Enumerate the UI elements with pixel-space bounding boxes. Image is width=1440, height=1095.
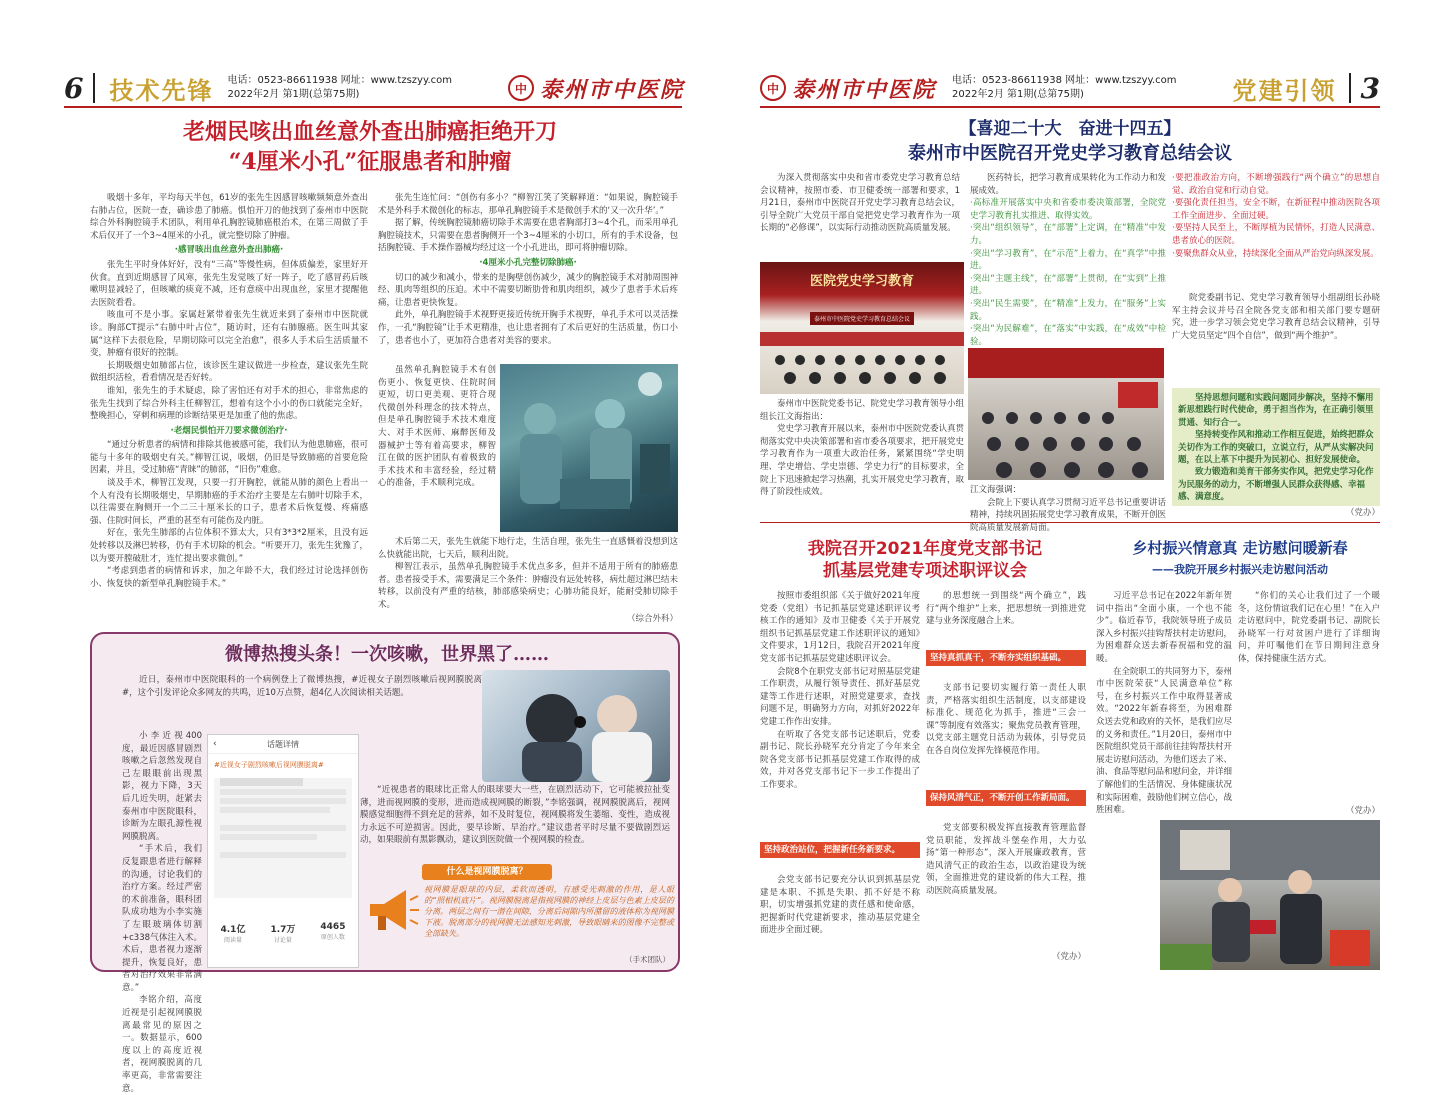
paragraph: 会党支部书记要充分认识到抓基层党建是本职、不抓是失职、抓不好是不称职，切实增强抓党建的责任感和使命感，把握新时代党建新要求，推动基层党建全面进步全面过硬。 [760, 875, 920, 936]
paragraph: “手术后，我们反复跟患者进行解释的沟通，讨论我们的治疗方案。经过严密的术前准备，眼科团队成功地为小李实施了左眼玻璃体切割+c338气体注入术。术后，患者视力逐渐提升，恢复良好，患者对治疗效果非常满意。” [122, 844, 202, 993]
page-number: 3 [1360, 71, 1380, 105]
paragraph: 据了解，传统胸腔镜肺癌切除手术需要在患者胸部打3~4个孔，而采用单孔胸腔镜技术，只需要在患者胸侧开一个3~4厘米的小切口，所有的手术设备，包括胸腔镜、手术操作器械均经过这一个小孔进出，即可将肿瘤切除。 [378, 218, 678, 254]
article2-title-2: 抓基层党建专项述职评议会 [823, 561, 1027, 581]
paragraph: 术后第二天，张先生就能下地行走，生活自理，张先生一直感慨着没想到这么快就能出院，七天后，顺利出院。 [378, 537, 678, 560]
bullet-item: ·突出“组织领导”，在“部署”上定调，在“精准”中发力。 [970, 223, 1166, 246]
conference-hall-photo [968, 348, 1164, 480]
byline: （党办） [1345, 508, 1380, 518]
hospital-name: 泰州市中医院 [792, 76, 937, 103]
weibo-feature-box [90, 632, 680, 1094]
paragraph: “通过分析患者的病情和排除其他被感可能，我们认为他患肺癌，很可能与十多年的吸烟史有关。”柳智江说，吸烟，仍旧是导致肺癌的首要危险因素，并且，受过肺癌“青睐”的肺部，“旧伤”难愈。 [90, 440, 368, 476]
main-title: 泰州市中医院召开党史学习教育总结会议 [908, 143, 1232, 164]
paragraph: 党史学习教育开展以来，泰州市中医院党委认真贯彻落实党中央决策部署和省市委各项要求，把开展党史学习教育作为一项重大政治任务，紧紧围绕“学史明理、学史增信、学史崇德、学史力行”的目标要求，全院上下迅速掀起学习热潮，扎实开展党史学习教育，取得了阶段性成效。 [760, 424, 965, 498]
paragraph: 泰州市中医院党委书记、院党史学习教育领导小组组长江文海指出： [760, 399, 965, 422]
article3-subtitle: ——我院开展乡村振兴走访慰问活动 [1152, 563, 1328, 576]
subheading: ·感冒咳出血丝意外查出肺癌· [174, 245, 284, 256]
hospital-logo-icon: 中 [508, 75, 534, 101]
left-page-header [64, 70, 684, 106]
article2-col2c [926, 822, 1086, 950]
article2-col1 [760, 590, 920, 840]
pull-quote-box [1172, 388, 1380, 506]
article2-box-heading-3: 保持风清气正，不断开创工作新局面。 [926, 790, 1086, 806]
party-article-col2b [970, 484, 1166, 533]
bullet-item: ·要聚焦群众从业，持续深化全面从严治党向纵深发展。 [1172, 248, 1379, 259]
header-divider [93, 73, 95, 103]
paragraph: 小李近视400度，最近因感冒剧烈咳嗽之后忽然发现自己左眼眼前出现黑影，视力下降，3天后几近失明，赶紧去泰州市中医院眼科，诊断为左眼孔源性视网膜脱离。 [122, 731, 202, 842]
phone-topic-header [208, 735, 358, 754]
paragraph: 会院8个在职党支部书记对照基层党建工作职责，从履行领导责任、抓好基层党建等工作进行述职，对照党建要求，查找问题不足，明确努力方向，对抓好2022年党建工作作出安排。 [760, 666, 920, 727]
left-page [0, 0, 720, 1094]
paragraph: 此外，单孔胸腔镜手术视野更接近传统开胸手术视野，单孔手术可以灵活操作，一孔“胸腔镜”让手术更精准，也让患者拥有了术后更好的生活质量，伤口小了，患者也小了，更加符合患者对美容的要求。 [378, 310, 678, 346]
weibo-column-1 [122, 730, 202, 1094]
article3-col1b [1096, 820, 1156, 970]
party-article-col2 [970, 172, 1166, 347]
stat-talk: 1.7万 讨论量 [270, 925, 296, 944]
section-title: 党建引领 [1232, 75, 1337, 105]
page-number: 6 [64, 71, 84, 105]
right-page [720, 0, 1440, 1040]
weibo-byline: （手术团队） [625, 955, 670, 964]
hospital-logo-icon: 中 [760, 75, 786, 101]
bullet-item: ·要把准政治方向，不断增强践行“两个确立”的思想自觉、政治自觉和行动自觉。 [1172, 173, 1380, 196]
slide-title: 泰州市中医院党史学习教育总结会议 [810, 312, 914, 325]
bullet-item: ·突出“主题主线”，在“部署”上贯彻，在“实到”上推进。 [970, 273, 1166, 297]
conference-stage-photo [760, 262, 964, 394]
header-issue: 2022年2月 第1期(总第75期) [952, 89, 1084, 100]
article-headline-1: 老烟民咳出血丝意外查出肺癌拒绝开刀 [182, 119, 557, 145]
article3-title: 乡村振兴情意真 走访慰问暖新春 [1132, 539, 1348, 557]
paragraph: 咳血可不是小事。家属赶紧带着张先生就近来到了泰州市中医院就诊。胸部CT提示“右肺中叶占位”，随访时，还有右肺腺癌。医生叫其家属“这样下去很危险，早期切除可以完全治愈”，很多人手术后生活质量不变，肿瘤有很好的控制。 [90, 310, 368, 359]
paragraph: 张先生连忙问：“创伤有多小？”柳智江笑了笑解释道：“如果说，胸腔镜手术是外科手术微创化的标志，那单孔胸腔镜手术是微创手术的‘又一次升华’。” [378, 193, 678, 216]
header-rule [760, 106, 1380, 108]
pull-quote: 坚持思想问题和实践问题同步解决，坚持不懈用新思想践行时代使命，勇于担当作为，在正确引领里贯通、知行合一。 [1178, 393, 1374, 428]
bullet-item: ·高标准开展落实中央和省委市委决策部署，全院党史学习教育扎实推进、取得实效。 [970, 198, 1166, 221]
bullet-item: ·要强化责任担当，安全不断，在新征程中推动医院各项工作全面进步、全面过硬。 [1172, 198, 1380, 221]
header-meta [952, 74, 1177, 102]
hospital-masthead [508, 73, 684, 104]
phone-post-preview [214, 778, 352, 898]
paragraph: 张先生平时身体好好，没有“三高”等慢性病，但体质偏差，家里好开伙食。直到近期感冒了风寒，张先生发觉咳了好一阵子，吃了感冒药后咳嗽明显减轻了，但咳嗽的痰竟不减，还有意痰中出现血丝，家里才提醒他去医院看看。 [90, 259, 368, 308]
article-column-2b [378, 364, 496, 532]
paragraph: 在听取了各党支部书记述职后，党委副书记、院长孙晓军充分肯定了今年来全院各党支部书记抓基层党建工作取得的成效，并对各党支部书记下一步工作提出了工作要求。 [760, 729, 920, 790]
header-contact: 电话：0523-86611938 网址：www.tzszyy.com [227, 75, 452, 86]
paragraph: 会院上下要认真学习贯彻习近平总书记重要讲话精神，持续巩固拓展党史学习教育成果，不断开创医院高质量发展新局面。 [970, 497, 1166, 533]
section-title: 技术先锋 [109, 75, 214, 105]
article2-box-heading-1: 坚持政治站位，把握新任务新要求。 [760, 842, 920, 858]
paragraph: 支部书记要切实履行第一责任人职责，严格落实组织生活制度，以支部建设标准化、规范化为抓手，推进“三会一课”等制度有效落实；聚焦党员教育管理，以党支部主题党日活动为载体，引导党员在各自岗位发挥先锋模范作用。 [926, 683, 1086, 756]
article2-title-1: 我院召开2021年度党支部书记 [807, 539, 1043, 559]
phone-hashtag[interactable]: #近视女子剧烈咳嗽后视网膜脱离# [214, 761, 324, 769]
paragraph: 切口的减少和减小，带来的是胸壁创伤减少，减少的胸腔镜手术对肺周围神经、肌肉等组织的压迫。术中不需要切断肋骨和肌肉组织，减少了患者手术后疼痛，让患者更快恢复。 [378, 272, 678, 308]
paragraph: 谈及手术，柳智江发现，只要一打开胸腔，就能从肺的颜色上看出一个人有没有长期吸烟史，早期肺癌的手术治疗主要是左右肺叶切除手术，以往需要在胸侧开一个二三十厘米长的口子，患者术后恢复慢、疼痛感强、住院时间长，严重的甚至有可能伤及内脏。 [90, 478, 368, 526]
paragraph: 长期吸烟史如肺部占位，该诊医生建议做进一步检查，建议张先生院做组织活检，看看情况是否好转。 [90, 360, 368, 384]
paragraph: 李铭介绍，高度近视是引起视网膜脱离最常见的原因之一。数据显示，600度以上的高度近视者，视网膜脱离的几率更高，非常需要注意。 [122, 995, 202, 1094]
paragraph: 的思想统一到围绕“两个确立”，践行“两个维护”上来，把思想统一到推进党建与业务深度融合上来。 [926, 591, 1086, 627]
article2-col2b [926, 682, 1086, 788]
subheading: ·老烟民惧怕开刀要求微创治疗· [170, 425, 288, 436]
weibo-title: 微博热搜头条！一次咳嗽，世界黑了…… [225, 644, 549, 665]
back-arrow-icon[interactable]: ‹ [213, 739, 217, 749]
weibo-column-3 [360, 784, 670, 862]
article-column-1 [90, 192, 368, 632]
visit-photo-illustration [1160, 820, 1380, 970]
what-is-heading: 什么是视网膜脱离？ [422, 864, 552, 880]
stat-original: 4465 原创人数 [320, 922, 346, 941]
header-contact: 电话：0523-86611938 网址：www.tzszyy.com [952, 75, 1177, 86]
section-divider [760, 522, 1380, 523]
conference-hall-illustration [968, 348, 1164, 480]
right-page-header [760, 70, 1380, 106]
article2-box-heading-2: 坚持真抓真干，不断夯实组织基础。 [926, 650, 1086, 666]
main-kicker: 【喜迎二十大 奋进十四五】 [959, 119, 1181, 139]
megaphone-icon [364, 886, 420, 934]
paragraph: 按照市委组织部《关于做好2021年度党委（党组）书记抓基层党建述职评议考核工作的通知》及市卫健委《关于开展党组织书记抓基层党建工作述职评议的通知》文件要求，1月12日，我院召开2021年度党支部书记抓基层党建述职评议会。 [760, 591, 920, 664]
header-issue: 2022年2月 第1期(总第75期) [227, 89, 360, 100]
party-article-intro [760, 172, 960, 260]
paragraph: 党支部要积极发挥直接教育管理监督党员职能，发挥战斗堡垒作用，大力弘扬“第一种形态”，深入开展廉政教育，营造风清气正的政治生态，以政治建设为统领，全面推进党的建设新的伟大工程，推动医院高质量发展。 [926, 823, 1086, 896]
party-article-col3 [1172, 172, 1380, 292]
header-rule [64, 106, 682, 108]
weibo-phone-screenshot [207, 734, 359, 968]
bullet-list-red [1172, 172, 1380, 260]
article-headline-2: “4厘米小孔”征服患者和肿瘤 [228, 149, 512, 175]
paragraph: 谁知，张先生的手术疑虑，除了害怕还有对手术的担心，非常焦虑的张先生找到了综合外科主任柳智江，想着有这个小小的伤口就能完全好，整晚担心，穿刺和病理的诊断结果更是加重了他的焦虑。 [90, 385, 368, 422]
pull-quote: 致力锻造和美育干部务实作风，把党史学习化作为民服务的动力，不断增强人民群众获得感、幸福感、满意度。 [1178, 467, 1374, 503]
bullet-list [970, 197, 1166, 348]
eye-exam-illustration [482, 670, 670, 782]
article3-col2 [1238, 590, 1380, 818]
article-column-2 [378, 192, 678, 362]
article2-col2 [926, 590, 1086, 646]
header-divider [1349, 73, 1351, 103]
paragraph: 为深入贯彻落实中央和省市委党史学习教育总结会议精神，按照市委、市卫健委统一部署和要求，1月21日，泰州市中医院召开党史学习教育总结会议，引导全院广大党员干部自觉把党史学习教育作为一项长期的“必修课”，以实际行动推动医院高质量发展。 [760, 173, 960, 234]
hospital-name: 泰州市中医院 [539, 76, 684, 103]
subheading: ·4厘米小孔完整切除肺癌· [479, 257, 577, 268]
bullet-item: ·突出“为民解难”，在“落实”中实践，在“成效”中检验。 [970, 324, 1166, 347]
paragraph: “考虑到患者的病情和诉求，加之年龄不大，我们经过讨论选择创伤小、恢复快的新型单孔胸腔镜手术。” [90, 566, 368, 589]
header-meta [227, 74, 452, 102]
weibo-column-2 [360, 674, 480, 794]
paragraph: 柳智江表示，虽然单孔胸腔镜手术优点多多，但并不适用于所有的肺癌患者。患者接受手术，需要满足三个条件：肿瘤没有远处转移，病灶超过淋巴结未转移，以前没有严重的结核，肺部感染病史；心肺功能良好，能耐受肺切除手术。 [378, 562, 678, 610]
stat-read: 4.1亿 阅读量 [220, 925, 246, 944]
paragraph: 医药特长，把学习教育成果转化为工作动力和发展成效。 [970, 173, 1166, 196]
eye-exam-photo [482, 670, 670, 782]
paragraph: 院党委副书记、党史学习教育领导小组副组长孙晓军主持会议并号召全院各党支部和相关部门要专题研究，进一步学习领会党史学习教育总结会议精神，引导广大党员坚定“四个自信”，做到“两个维护”。 [1172, 293, 1380, 341]
byline: （综合外科） [626, 614, 678, 624]
what-is-text: 视网膜是眼球的内层，柔软而透明，有感受光刺激的作用，是人眼的“照相机底片”。视网膜脱离是指视网膜的神经上皮层与色素上皮层的分离。两层之间有一潜在间隙，分离后间隙内所潴留的液体称为视网膜下液。脱离部分的视网膜无法感知光刺激，导致眼睛来的图像不完整或全部缺失。 [424, 885, 674, 938]
article3-col1 [1096, 590, 1232, 818]
visit-photo [1160, 820, 1380, 970]
byline: （党办） [1345, 806, 1380, 816]
paragraph: “你们的关心让我们过了一个暖冬，这份情谊我们记在心里！”在入户走访慰问中，院党委副书记、副院长孙晓军一行对贫困户进行了详细询问，并叮嘱他们在节日期间注意身体，保持健康生活方式。 [1238, 591, 1380, 664]
paragraph: 江文海强调： [970, 485, 1022, 495]
paragraph: 吸烟十多年，平均每天半包，61岁的张先生因感冒咳嗽频频意外查出右肺占位，医院一查，确诊患了肺癌。惧怕开刀的他找到了泰州市中医院综合外科胸腔镜手术团队，利用单孔胸腔镜肺癌根治术，在第三周做了手术后仅开了一个3~4厘米的小孔，就完整切除了肿瘤。 [90, 193, 368, 241]
surgery-photo-illustration [500, 364, 678, 532]
byline: （党办） [1051, 952, 1086, 962]
conference-audience-illustration [760, 332, 964, 394]
paragraph: “近视患者的眼球比正常人的眼球要大一些，在剧烈活动下，它可能被拉扯变薄，进而视网膜的变形，进而造成视网膜的断裂，”李铭强调，视网膜脱离后，视网膜感觉细胞得不到充足的营养，如不及时复位，视网膜将发生萎缩、变性，造成视力永远不可逆损害。因此，要早诊断、早治疗。”建议患者平时尽量不要做剧烈运动，如果眼前有黑影飘动，建议到医院做一个视网膜的检查。 [360, 785, 670, 846]
paragraph: 习近平总书记在2022年新年贺词中指出“全面小康，一个也不能少”。临近春节，我院领导班子成员深入乡村振兴挂钩帮扶村走访慰问，为困难群众送去新春祝福和党的温暖。 [1096, 591, 1233, 664]
bullet-item: ·要坚持人民至上，不断厚植为民情怀，打造人民满意、患者放心的医院。 [1172, 223, 1380, 246]
bullet-item: ·突出“学习教育”，在“示范”上着力，在“真学”中推进。 [970, 248, 1166, 272]
paragraph: 近日，泰州市中医院眼科的一个病例登上了微博热搜，#近视女子剧烈咳嗽后视网膜脱离#，这个引发评论众多网友的共鸣，近10万点赞，超4亿人次阅读相关话题。 [122, 675, 482, 698]
party-article-col3b [1172, 292, 1380, 392]
bullet-item: ·突出“民生需要”，在“精准”上发力，在“服务”上实践。 [970, 298, 1166, 322]
article2-col1b [760, 874, 920, 962]
party-article-col1b [760, 398, 964, 516]
phone-stats [208, 922, 358, 944]
paragraph: 好在，张先生肺部的占位体积不算太大，只有3*3*2厘米，且没有远处转移以及淋巴转移，仍有手术切除的机会。“听要开刀，张先生犹豫了，以为要开膛破肚才，连忙提出要求微创。” [90, 528, 368, 564]
hospital-masthead [760, 73, 936, 104]
paragraph: 虽然单孔胸腔镜手术有创伤更小、恢复更快、住院时间更短，切口更美观、更符合现代微创外科理念的技术特点，但是单孔胸腔镜手术技术难度大、对手术医师、麻醉医师及器械护士等有着高要求，柳智江在做的医护团队有着极致的手术技术和丰富经验，经过精心的准备，手术顺利完成。 [378, 365, 496, 489]
surgery-photo [500, 364, 678, 532]
pull-quote: 坚持转变作风和推动工作相互促进，始终把群众关切作为工作的突破口，立说立行，从严从实解决问题，在以上革下中提升为民初心、担好发展使命。 [1178, 430, 1374, 466]
paragraph: 在全院职工的共同努力下，泰州市中医院荣获“人民满意单位”称号，在乡村振兴工作中取得显著成效。“2022年新春将至，为困难群众送去党和政府的关怀，是我们应尽的义务和责任。”1月20日，泰州市中医院组织党员干部前往挂钩帮扶村开展走访慰问活动，为他们送去了米、油、食品等慰问品和慰问金，并详细了解他们的生活情况、身体健康状况和实际困难，鼓励他们树立信心，战胜困难。 [1096, 666, 1233, 816]
banner-text: 医院党史学习教育 [809, 274, 914, 289]
phone-topic-title: 话题详情 [267, 739, 299, 749]
